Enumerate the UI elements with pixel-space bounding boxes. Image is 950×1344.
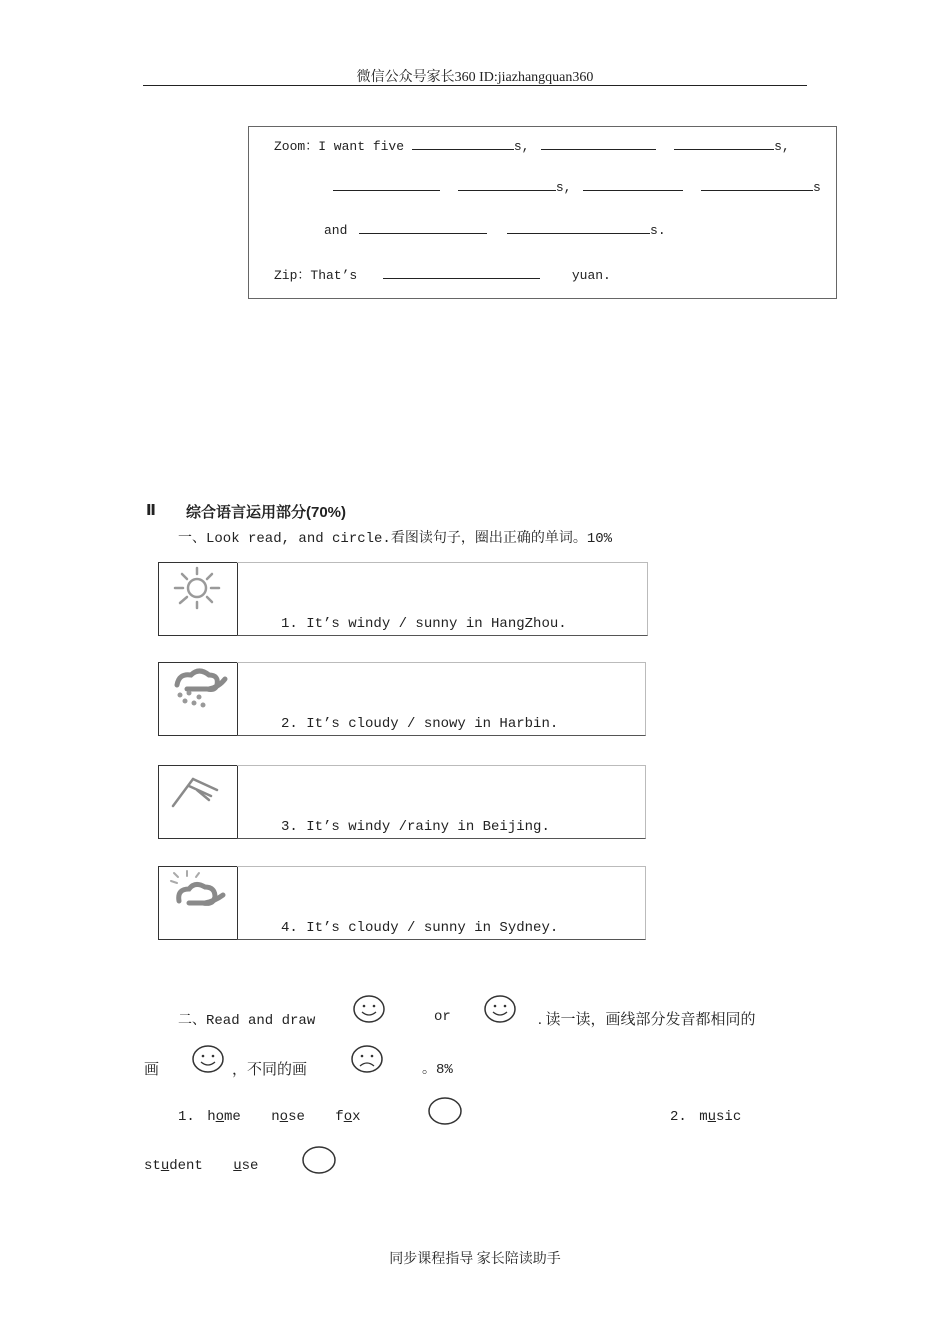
word-part: f bbox=[335, 1109, 344, 1125]
underlined-letter: o bbox=[343, 1109, 353, 1125]
question-picture bbox=[158, 765, 238, 839]
word-part: st bbox=[144, 1158, 161, 1174]
underlined-letter: u bbox=[233, 1158, 242, 1174]
dialogue-line-3 bbox=[324, 221, 666, 238]
underlined-letter: u bbox=[160, 1158, 170, 1174]
suffix-text: s, bbox=[555, 180, 572, 195]
answer-blank[interactable] bbox=[507, 221, 650, 234]
answer-blank[interactable] bbox=[541, 137, 656, 150]
word-part: h bbox=[207, 1109, 216, 1125]
question-picture bbox=[158, 866, 238, 940]
question-row-4 bbox=[158, 866, 646, 940]
sun-icon bbox=[159, 563, 237, 635]
question-picture bbox=[158, 562, 238, 636]
dialogue-line-2 bbox=[333, 178, 821, 195]
part2-prefix: 二、Read and draw bbox=[178, 1013, 316, 1029]
sun-cloud-icon bbox=[159, 867, 237, 939]
smiley-face-icon bbox=[352, 994, 386, 1024]
part2-instruction: . 读一读，画线部分发音都相同的 bbox=[538, 1012, 756, 1028]
section-title: 综合语言运用部分(70%) bbox=[186, 504, 347, 521]
underlined-letter: o bbox=[279, 1109, 289, 1125]
answer-blank[interactable] bbox=[359, 221, 487, 234]
zip-line-prefix: Zip：That’s bbox=[274, 268, 358, 283]
word-part: n bbox=[271, 1109, 280, 1125]
question-picture bbox=[158, 662, 238, 736]
question-row-2 bbox=[158, 662, 646, 736]
answer-blank[interactable] bbox=[701, 178, 813, 191]
line2-mid: ，不同的画 bbox=[232, 1062, 308, 1078]
zip-line-suffix: yuan. bbox=[571, 268, 611, 283]
item-number: 2. bbox=[670, 1109, 687, 1125]
answer-circle[interactable] bbox=[301, 1145, 337, 1175]
suffix-text: s bbox=[813, 180, 821, 195]
dialogue-line-4 bbox=[274, 264, 611, 283]
question-sentence[interactable]: 4. It’s cloudy / sunny in Sydney. bbox=[281, 920, 559, 936]
page-footer: 同步课程指导 家长陪读助手 bbox=[389, 1252, 561, 1267]
answer-blank[interactable] bbox=[674, 137, 774, 150]
header-divider bbox=[143, 85, 807, 86]
or-text: or bbox=[434, 1009, 451, 1025]
underlined-letter: o bbox=[215, 1109, 225, 1125]
word bbox=[699, 1109, 741, 1125]
suffix-text: s, bbox=[774, 139, 790, 154]
answer-blank[interactable] bbox=[383, 266, 540, 279]
dialogue-line-1 bbox=[274, 135, 790, 154]
suffix-text: s, bbox=[513, 139, 530, 154]
line2-end: 。8% bbox=[422, 1062, 453, 1078]
word-group-2-first bbox=[670, 1109, 741, 1125]
word-part: m bbox=[699, 1109, 708, 1125]
answer-blank[interactable] bbox=[412, 137, 514, 150]
page-header: 微信公众号家长360 ID:jiazhangquan360 bbox=[356, 70, 594, 85]
question-sentence[interactable]: 3. It’s windy /rainy in Beijing. bbox=[281, 819, 550, 835]
word bbox=[335, 1109, 360, 1125]
word-part: x bbox=[352, 1109, 361, 1125]
item-number: 1. bbox=[178, 1109, 195, 1125]
question-sentence[interactable]: 1. It’s windy / sunny in HangZhou. bbox=[281, 616, 567, 632]
word-part: me bbox=[224, 1109, 241, 1125]
suffix-text: s. bbox=[650, 223, 666, 238]
line2-start: 画 bbox=[144, 1062, 160, 1078]
snow-cloud-icon bbox=[159, 663, 237, 737]
question-sentence[interactable]: 2. It’s cloudy / snowy in Harbin. bbox=[281, 716, 559, 732]
word bbox=[144, 1158, 203, 1174]
and-label: and bbox=[324, 223, 348, 238]
sad-face-icon bbox=[350, 1044, 384, 1074]
underlined-letter: u bbox=[707, 1109, 717, 1125]
word-part: sic bbox=[716, 1109, 742, 1125]
answer-blank[interactable] bbox=[458, 178, 556, 191]
wind-flag-icon bbox=[159, 766, 237, 838]
answer-blank[interactable] bbox=[583, 178, 683, 191]
zoom-line-prefix: Zoom：I want five bbox=[274, 139, 405, 154]
word bbox=[207, 1109, 241, 1125]
word-part: dent bbox=[169, 1158, 203, 1174]
word-part: se bbox=[241, 1158, 259, 1174]
word bbox=[271, 1109, 305, 1125]
part1-heading: 一、Look read, and circle.看图读句子，圈出正确的单词。10% bbox=[178, 531, 613, 547]
dialogue-box bbox=[248, 126, 837, 299]
answer-circle[interactable] bbox=[427, 1096, 463, 1126]
section-numeral: Ⅱ bbox=[146, 502, 156, 519]
word-group-1 bbox=[178, 1109, 361, 1125]
answer-blank[interactable] bbox=[333, 178, 440, 191]
question-row-3 bbox=[158, 765, 646, 839]
word bbox=[233, 1158, 258, 1174]
word-group-2-rest bbox=[144, 1158, 258, 1174]
smiley-face-icon bbox=[483, 994, 517, 1024]
question-row-1 bbox=[158, 562, 646, 636]
word-part: se bbox=[288, 1109, 305, 1125]
smiley-face-icon bbox=[191, 1044, 225, 1074]
